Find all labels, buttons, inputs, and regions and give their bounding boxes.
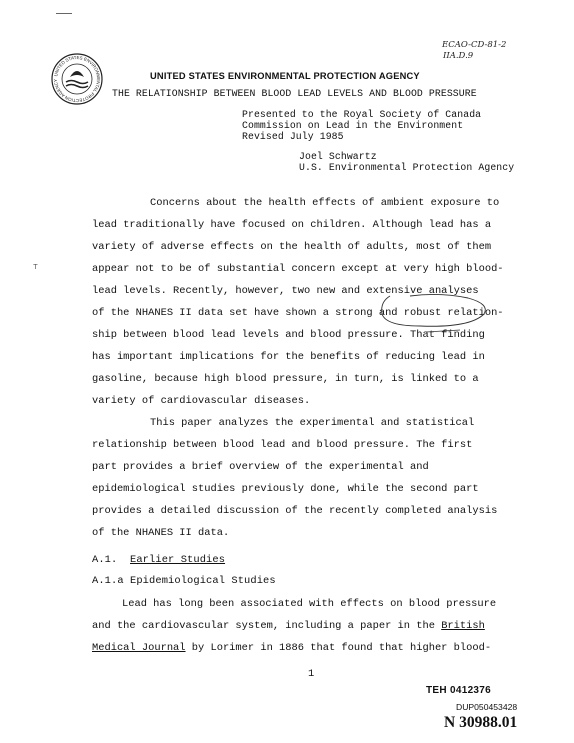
subsection-heading: A.1.a Epidemiological Studies <box>92 575 276 587</box>
document-id: DUP050453428 <box>456 702 518 712</box>
agency-name: UNITED STATES ENVIRONMENTAL PROTECTION AGENCY <box>150 71 420 81</box>
para1-line: has important implications for the benefits of reducing lead in <box>92 351 485 363</box>
para1-line: of the NHANES II data set have shown a strong and robust relation- <box>92 307 504 319</box>
page-number: 1 <box>308 668 315 680</box>
presented-line1: Presented to the Royal Society of Canada <box>242 109 482 120</box>
para1-line: lead traditionally have focused on children. Although lead has a <box>92 219 492 231</box>
para3-line2-text: and the cardiovascular system, including a paper in the <box>92 620 442 632</box>
bates-stamp: TEH 0412376 <box>426 685 492 696</box>
para1-line: ship between blood lead levels and blood pressure. That finding <box>92 329 485 341</box>
para3-line <box>92 620 485 632</box>
para2-line: provides a detailed discussion of the recently completed analysis <box>92 505 498 517</box>
presented-line3: Revised July 1985 <box>242 131 344 142</box>
para1-line: lead levels. Recently, however, two new and extensive analyses <box>92 285 479 297</box>
journal-name-part1: British <box>441 620 485 632</box>
para3-line3-text: by Lorimer in 1886 that found that higher blood- <box>185 642 492 654</box>
scan-mark <box>56 13 72 14</box>
author-name: Joel Schwartz <box>299 151 377 162</box>
presented-line2: Commission on Lead in the Environment <box>242 120 464 131</box>
para3-line: Lead has long been associated with effects on blood pressure <box>122 598 497 610</box>
epa-seal <box>50 52 104 106</box>
handwritten-note-line2: IIA.D.9 <box>443 51 474 61</box>
handwritten-note-line1: ECAO-CD-81-2 <box>442 40 507 50</box>
svg-text:UNITED STATES ENVIRONMENTAL PR: UNITED STATES ENVIRONMENTAL PROTECTION AGENCY <box>52 54 102 104</box>
para2-line: This paper analyzes the experimental and statistical <box>150 417 475 429</box>
margin-mark: ⊤ <box>33 263 38 272</box>
para2-line: relationship between blood lead and blood pressure. The first <box>92 439 473 451</box>
para1-line: gasoline, because high blood pressure, in turn, is linked to a <box>92 373 479 385</box>
section-heading <box>92 554 225 566</box>
author-affiliation: U.S. Environmental Protection Agency <box>299 162 515 173</box>
para1-line: variety of adverse effects on the health of adults, most of them <box>92 241 492 253</box>
para1-line: variety of cardiovascular diseases. <box>92 395 311 407</box>
hand-annotation <box>350 286 490 336</box>
document-title: THE RELATIONSHIP BETWEEN BLOOD LEAD LEVELS AND BLOOD PRESSURE <box>112 88 477 99</box>
exhibit-number: N 30988.01 <box>444 714 518 731</box>
para1-line: appear not to be of substantial concern except at very high blood- <box>92 263 504 275</box>
para3-line <box>92 642 491 654</box>
para2-line: part provides a brief overview of the experimental and <box>92 461 429 473</box>
section-title: Earlier Studies <box>130 554 226 566</box>
journal-name-part2: Medical Journal <box>92 642 186 654</box>
section-number: A.1. <box>92 554 118 566</box>
para2-line: of the NHANES II data. <box>92 527 230 539</box>
para2-line: epidemiological studies previously done, while the second part <box>92 483 479 495</box>
para1-line: Concerns about the health effects of ambient exposure to <box>150 197 500 209</box>
